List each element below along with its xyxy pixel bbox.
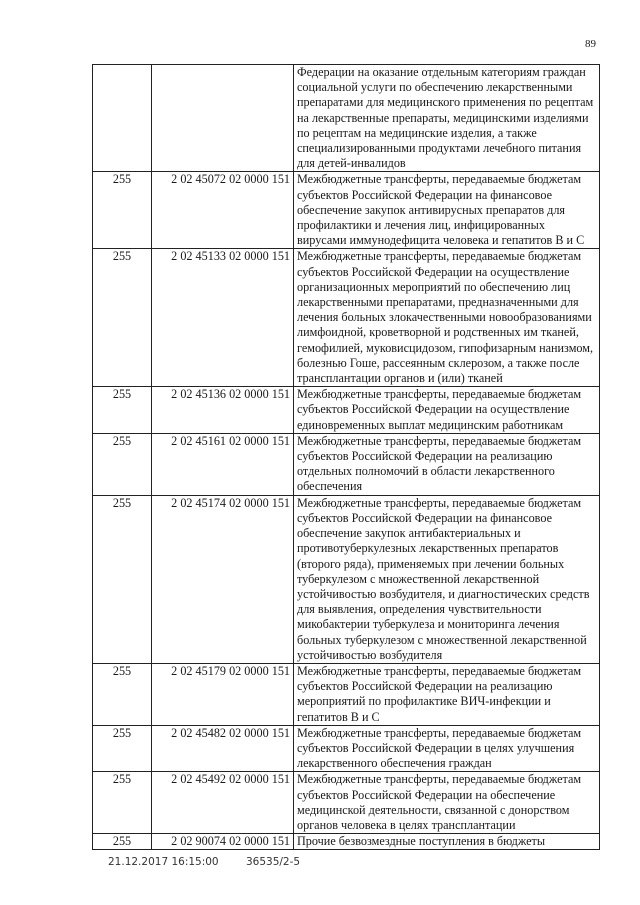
budget-codes-table [92,64,600,850]
revenue-code-cell: 2 02 45072 02 0000 151 [152,172,294,249]
revenue-code-cell: 2 02 45174 02 0000 151 [152,495,294,663]
table-row [93,725,600,772]
revenue-code-cell [152,65,294,172]
admin-code-cell [93,65,152,172]
footer [108,856,324,868]
revenue-code-cell: 2 02 45161 02 0000 151 [152,433,294,495]
footer-timestamp: 21.12.2017 16:15:00 [108,856,219,868]
admin-code-cell: 255 [93,249,152,387]
table-row [93,772,600,834]
admin-code-cell: 255 [93,725,152,772]
revenue-code-cell: 2 02 90074 02 0000 151 [152,834,294,850]
description-cell: Межбюджетные трансферты, передаваемые бюджетам субъектов Российской Федерации на финансовое обеспечение закупок антивирусных препаратов для профилактики и лечения лиц, инфицированных вирусами иммунодефицита человека и гепатитов В и С [294,172,600,249]
description-cell: Прочие безвозмездные поступления в бюджеты [294,834,600,850]
table-row [93,172,600,249]
description-cell: Межбюджетные трансферты, передаваемые бюджетам субъектов Российской Федерации на обеспечение медицинской деятельности, связанной с донорством органов человека в целях трансплантации [294,772,600,834]
description-cell: Межбюджетные трансферты, передаваемые бюджетам субъектов Российской Федерации на осуществление организационных мероприятий по обеспечению лиц лекарственными препаратами, предназначенными для лечения больных злокачественными новообразованиями лимфоидной, кроветворной и родственных им тканей, гемофилией, муковисцидозом, гипофизарным нанизмом, болезнью Гоше, рассеянным склерозом, а также после трансплантации органов и (или) тканей [294,249,600,387]
revenue-code-cell: 2 02 45179 02 0000 151 [152,663,294,725]
revenue-code-cell: 2 02 45136 02 0000 151 [152,387,294,434]
description-cell: Федерации на оказание отдельным категориям граждан социальной услуги по обеспечению лекарственными препаратами для медицинского применения по рецептам на лекарственные препараты, медицинскими изделиями по рецептам на медицинские изделия, а также специализированными продуктами лечебного питания для детей-инвалидов [294,65,600,172]
footer-doc-id: 36535/2-5 [245,856,301,868]
table-row [93,387,600,434]
admin-code-cell: 255 [93,663,152,725]
admin-code-cell: 255 [93,495,152,663]
table-row [93,834,600,850]
admin-code-cell: 255 [93,433,152,495]
description-cell: Межбюджетные трансферты, передаваемые бюджетам субъектов Российской Федерации на осуществление единовременных выплат медицинским работникам [294,387,600,434]
table-body [93,65,600,850]
table-row [93,249,600,387]
page-number: 89 [585,38,596,50]
table-row [93,65,600,172]
admin-code-cell: 255 [93,387,152,434]
description-cell: Межбюджетные трансферты, передаваемые бюджетам субъектов Российской Федерации на реализацию мероприятий по профилактике ВИЧ-инфекции и гепатитов В и С [294,663,600,725]
description-cell: Межбюджетные трансферты, передаваемые бюджетам субъектов Российской Федерации на реализацию отдельных полномочий в области лекарственного обеспечения [294,433,600,495]
table-row [93,663,600,725]
description-cell: Межбюджетные трансферты, передаваемые бюджетам субъектов Российской Федерации на финансовое обеспечение закупок антибактериальных и противотуберкулезных лекарственных препаратов (второго ряда), применяемых при лечении больных туберкулезом с множественной лекарственной устойчивостью возбудителя, и диагностических средств для выявления, определения чувствительности микобактерии туберкулеза и мониторинга лечения больных туберкулезом с множественной лекарственной устойчивостью возбудителя [294,495,600,663]
revenue-code-cell: 2 02 45492 02 0000 151 [152,772,294,834]
revenue-code-cell: 2 02 45482 02 0000 151 [152,725,294,772]
revenue-code-cell: 2 02 45133 02 0000 151 [152,249,294,387]
admin-code-cell: 255 [93,172,152,249]
table-row [93,495,600,663]
description-cell: Межбюджетные трансферты, передаваемые бюджетам субъектов Российской Федерации в целях улучшения лекарственного обеспечения граждан [294,725,600,772]
admin-code-cell: 255 [93,834,152,850]
table-row [93,433,600,495]
admin-code-cell: 255 [93,772,152,834]
